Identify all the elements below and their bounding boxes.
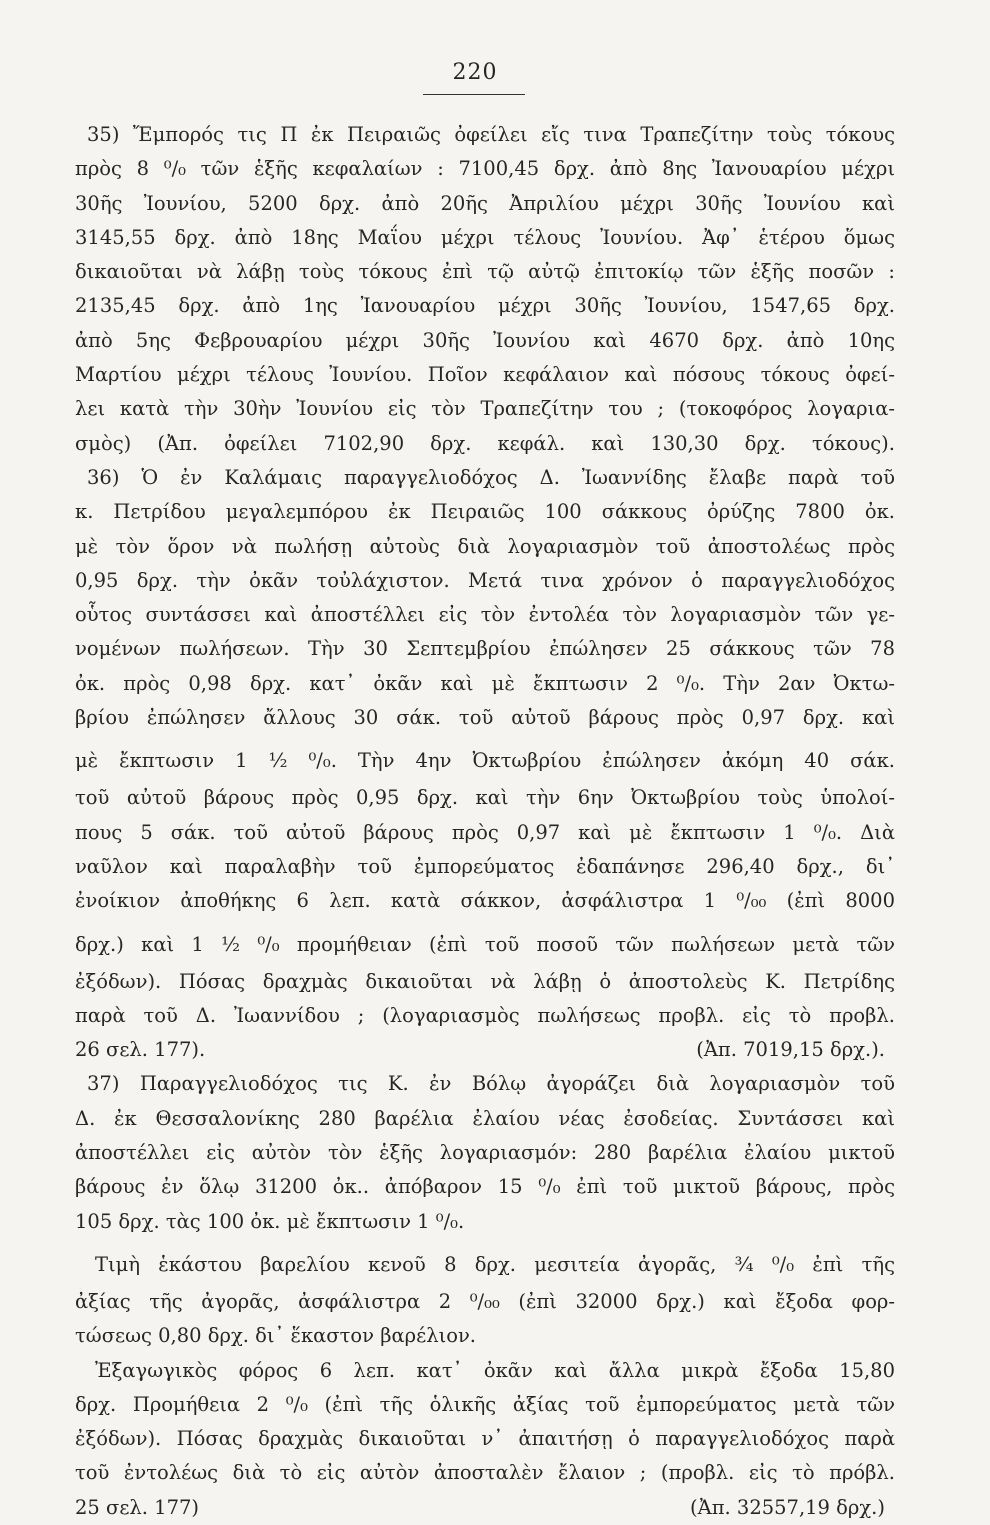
text-line: τοῦ αὐτοῦ βάρους πρὸς 0,95 δρχ. καὶ τὴν 6ην Ὀκτωβρίου τοὺς ὑπολοί- <box>75 786 895 810</box>
text-line: 37) Παραγγελιοδόχος τις Κ. ἐν Βόλῳ ἀγοράζει διὰ λογαριασμὸν τοῦ <box>87 1072 895 1096</box>
text-line: 2135,45 δρχ. ἀπὸ 1ης Ἰανουαρίου μέχρι 30ῆς Ἰουνίου, 1547,65 δρχ. <box>75 294 895 318</box>
page-text <box>75 118 895 1525</box>
text-line: ἀπὸ 5ης Φεβρουαρίου μέχρι 30ῆς Ἰουνίου καὶ 4670 δρχ. ἀπὸ 10ης <box>75 328 895 352</box>
text-line: ἀξίας τῆς ἀγορᾶς, ἀσφάλιστρα 2 ⁰/₀₀ (ἐπὶ 32000 δρχ.) καὶ ἔξοδα φορ- <box>75 1289 895 1313</box>
text-line: τοῦ ἐντολέως διὰ τὸ εἰς αὐτὸν ἀποσταλὲν ἔλαιον ; (προβλ. εἰς τὸ πρόβλ. <box>75 1461 895 1485</box>
page-number-rule <box>423 94 525 95</box>
text-line: δικαιοῦται νὰ λάβῃ τοὺς τόκους ἐπὶ τῷ αὐτῷ ἐπιτοκίῳ τῶν ἑξῆς ποσῶν : <box>75 260 895 284</box>
text-line: ὀκ. πρὸς 0,98 δρχ. κατ᾿ ὀκᾶν καὶ μὲ ἔκπτωσιν 2 ⁰/₀. Τὴν 2αν Ὀκτω- <box>75 671 895 695</box>
text-line: ναῦλον καὶ παραλαβὴν τοῦ ἐμπορεύματος ἐδαπάνησε 296,40 δρχ., δι᾿ <box>75 854 895 878</box>
text-line: 105 δρχ. τὰς 100 ὀκ. μὲ ἔκπτωσιν 1 ⁰/₀. <box>75 1209 465 1233</box>
text-line: 3145,55 δρχ. ἀπὸ 18ης Μαΐου μέχρι τέλους Ἰουνίου. Ἀφ᾿ ἑτέρου ὅμως <box>75 225 895 249</box>
text-line: Ἐξαγωγικὸς φόρος 6 λεπ. κατ᾿ ὀκᾶν καὶ ἄλλα μικρὰ ἔξοδα 15,80 <box>95 1358 895 1382</box>
text-line: οὗτος συντάσσει καὶ ἀποστέλλει εἰς τὸν ἐντολέα τὸν λογαριασμὸν τῶν γε- <box>75 603 895 627</box>
text-line: 35) Ἔμπορός τις Π ἐκ Πειραιῶς ὀφείλει εἴς τινα Τραπεζίτην τοὺς τόκους <box>87 123 895 146</box>
text-line: μὲ ἔκπτωσιν 1 ½ ⁰/₀. Τὴν 4ην Ὀκτωβρίου ἐπώλησεν ἀκόμη 40 σάκ. <box>75 749 895 773</box>
answer-text: (Ἀπ. 32557,19 δρχ.) <box>690 1495 885 1519</box>
answer-text: (Ἀπ. 7019,15 δρχ.). <box>696 1038 885 1062</box>
reference-text: 26 σελ. 177). <box>75 1038 206 1062</box>
text-line: μὲ τὸν ὅρον νὰ πωλήσῃ αὐτοὺς διὰ λογαριασμὸν τοῦ ἀποστολέως πρὸς <box>75 534 895 558</box>
text-line: λει κατὰ τὴν 30ὴν Ἰουνίου εἰς τὸν Τραπεζίτην του ; (τοκοφόρος λογαρια- <box>75 397 895 421</box>
text-line: τώσεως 0,80 δρχ. δι᾿ ἕκαστον βαρέλιον. <box>75 1324 477 1348</box>
text-line: σμὸς) (Ἀπ. ὀφείλει 7102,90 δρχ. κεφάλ. καὶ 130,30 δρχ. τόκους). <box>75 431 895 455</box>
text-line: 0,95 δρχ. τὴν ὀκᾶν τοὐλάχιστον. Μετά τινα χρόνον ὁ παραγγελιοδόχος <box>75 568 895 592</box>
text-line: Μαρτίου μέχρι τέλους Ἰουνίου. Ποῖον κεφάλαιον καὶ πόσους τόκους ὀφεί- <box>75 363 895 387</box>
text-line: κ. Πετρίδου μεγαλεμπόρου ἐκ Πειραιῶς 100 σάκκους ὀρύζης 7800 ὀκ. <box>75 500 895 524</box>
text-line: 36) Ὁ ἐν Καλάμαις παραγγελιοδόχος Δ. Ἰωαννίδης ἔλαβε παρὰ τοῦ <box>87 465 895 489</box>
text-line: βρίου ἐπώλησεν ἄλλους 30 σάκ. τοῦ αὐτοῦ βάρους πρὸς 0,97 δρχ. καὶ <box>75 706 895 730</box>
text-line: βάρους ἐν ὅλῳ 31200 ὀκ.. ἀπόβαρον 15 ⁰/₀ ἐπὶ τοῦ μικτοῦ βάρους, πρὸς <box>75 1175 895 1199</box>
text-line: Δ. ἐκ Θεσσαλονίκης 280 βαρέλια ἐλαίου νέας ἐσοδείας. Συντάσσει καὶ <box>75 1106 895 1130</box>
text-line: πρὸς 8 ⁰/₀ τῶν ἑξῆς κεφαλαίων : 7100,45 δρχ. ἀπὸ 8ης Ἰανουαρίου μέχρι <box>75 157 895 181</box>
page-number: 220 <box>452 60 498 85</box>
text-line: νομένων πωλήσεων. Τὴν 30 Σεπτεμβρίου ἐπώλησεν 25 σάκκους τῶν 78 <box>75 637 895 661</box>
text-line: ἀποστέλλει εἰς αὐτὸν τὸν ἑξῆς λογαριασμόν: 280 βαρέλια ἐλαίου μικτοῦ <box>75 1141 895 1165</box>
text-line: παρὰ τοῦ Δ. Ἰωαννίδου ; (λογαριασμὸς πωλήσεως προβλ. εἰς τὸ προβλ. <box>75 1003 895 1027</box>
text-line-answer <box>75 1491 895 1525</box>
text-line-answer <box>75 1033 895 1067</box>
text-line: ἐξόδων). Πόσας δραχμὰς δικαιοῦται ν᾿ ἀπαιτήσῃ ὁ παραγγελιοδόχος παρὰ <box>75 1427 895 1451</box>
text-line: δρχ. Προμήθεια 2 ⁰/₀ (ἐπὶ τῆς ὁλικῆς ἀξίας τοῦ ἐμπορεύματος μετὰ τῶν <box>75 1392 895 1416</box>
text-line: 30ῆς Ἰουνίου, 5200 δρχ. ἀπὸ 20ῆς Ἀπριλίου μέχρι 30ῆς Ἰουνίου καὶ <box>75 191 895 215</box>
text-line: Τιμὴ ἑκάστου βαρελίου κενοῦ 8 δρχ. μεσιτεία ἀγορᾶς, ¾ ⁰/₀ ἐπὶ τῆς <box>95 1252 895 1276</box>
text-line: ἐξόδων). Πόσας δραχμὰς δικαιοῦται νὰ λάβῃ ὁ ἀποστολεὺς Κ. Πετρίδης <box>75 969 895 993</box>
reference-text: 25 σελ. 177) <box>75 1495 200 1519</box>
text-line: δρχ.) καὶ 1 ½ ⁰/₀ προμήθειαν (ἐπὶ τοῦ ποσοῦ τῶν πωλήσεων μετὰ τῶν <box>75 932 895 956</box>
text-line: πους 5 σάκ. τοῦ αὐτοῦ βάρους πρὸς 0,97 καὶ μὲ ἔκπτωσιν 1 ⁰/₀. Διὰ <box>75 820 895 844</box>
text-line: ἐνοίκιον ἀποθήκης 6 λεπ. κατὰ σάκκον, ἀσφάλιστρα 1 ⁰/₀₀ (ἐπὶ 8000 <box>75 889 895 913</box>
